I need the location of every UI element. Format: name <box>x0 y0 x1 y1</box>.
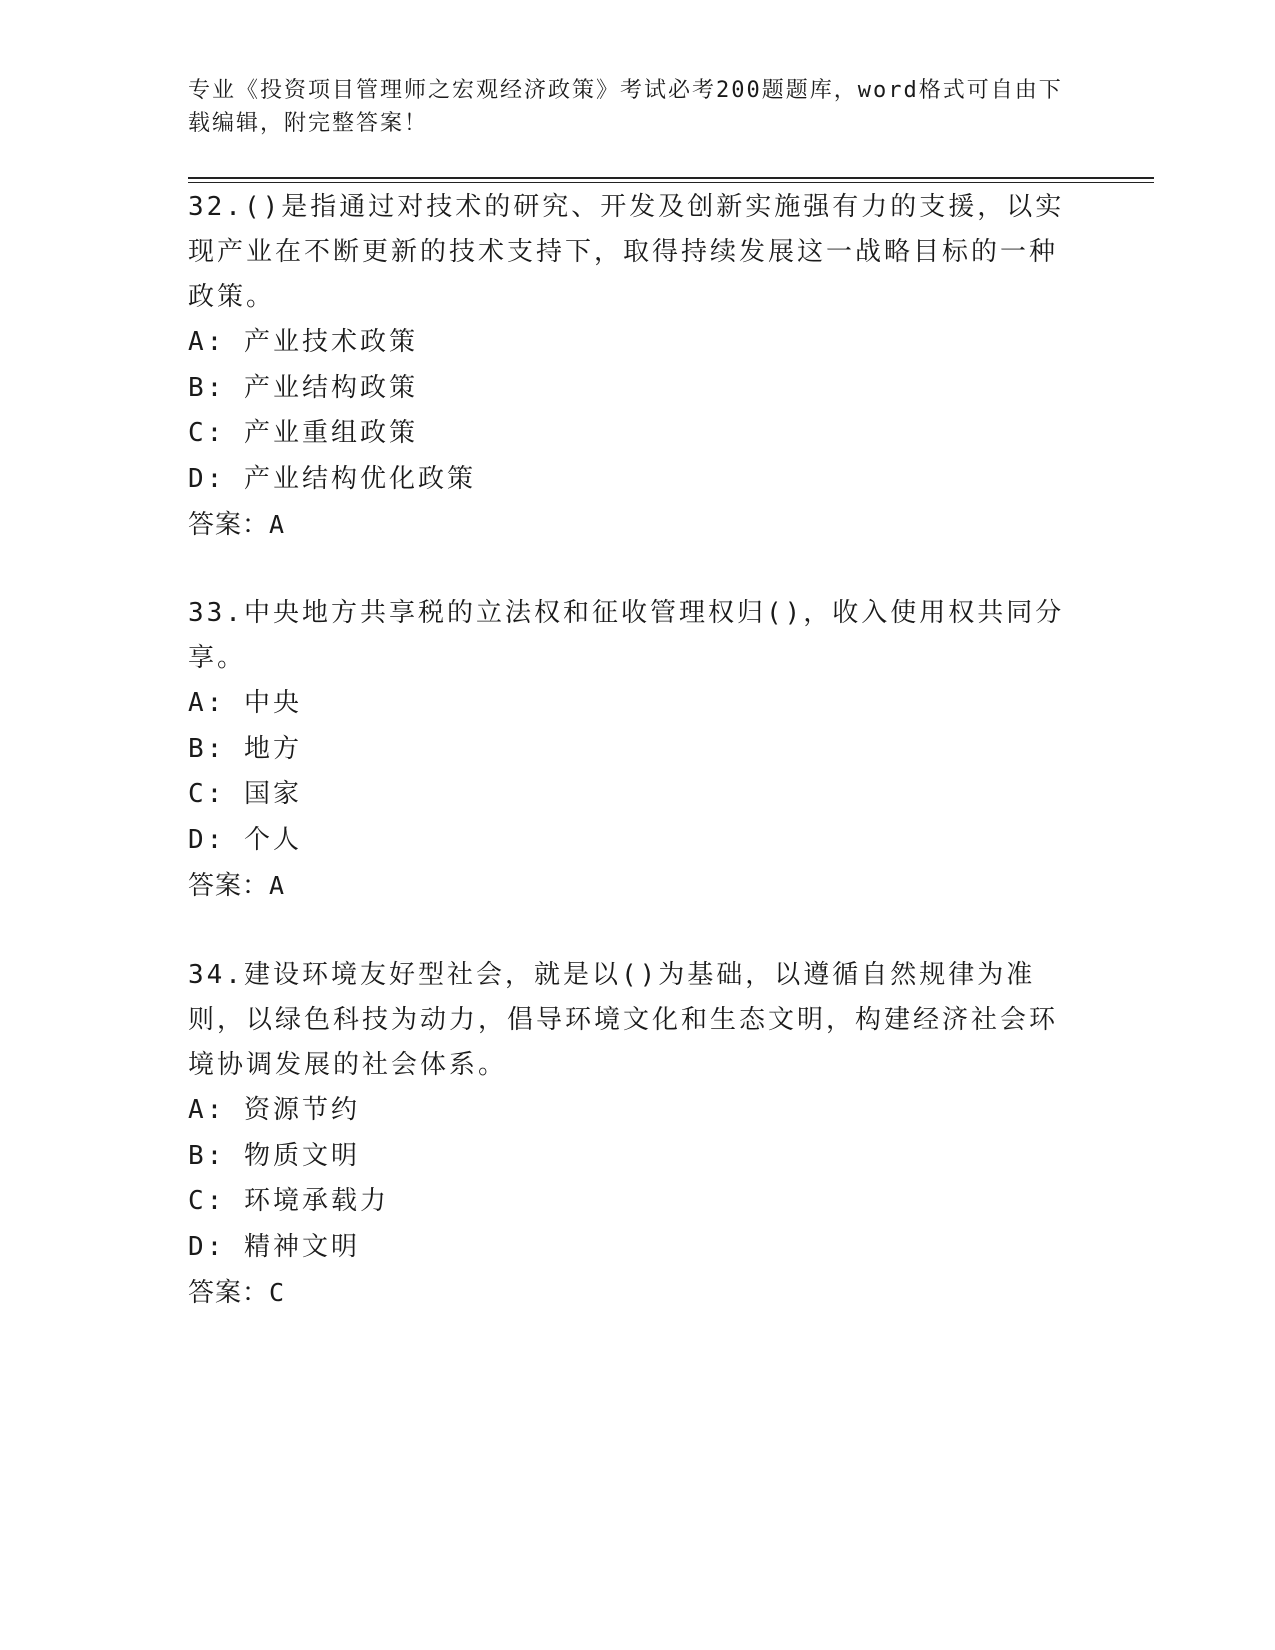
question-34 <box>188 953 1078 1316</box>
document-header: 专业《投资项目管理师之宏观经济政策》考试必考200题题库，word格式可自由下载编辑，附完整答案！ <box>188 78 1063 136</box>
option-b: B: 物质文明 <box>188 1140 360 1171</box>
header-divider-thin <box>188 182 1154 183</box>
option-c: C: 环境承载力 <box>188 1186 389 1216</box>
answer-line <box>188 1270 1078 1316</box>
option-d: D: 精神文明 <box>188 1231 360 1262</box>
answer-label: 答案： <box>188 1278 270 1308</box>
option-d: D: 个人 <box>188 824 302 855</box>
answer-label: 答案： <box>188 510 270 540</box>
question-32 <box>188 185 1078 548</box>
question-stem: 33.中央地方共享税的立法权和征收管理权归()，收入使用权共同分享。 <box>188 598 1065 673</box>
option-c: C: 产业重组政策 <box>188 418 418 448</box>
answer-label: 答案： <box>188 871 270 901</box>
option-b: B: 产业结构政策 <box>188 372 418 403</box>
answer-line <box>188 502 1078 548</box>
question-33 <box>188 591 1078 909</box>
option-a: A: 资源节约 <box>188 1095 360 1125</box>
answer-line <box>188 863 1078 909</box>
option-a: A: 中央 <box>188 688 302 718</box>
answer-value: A <box>269 871 286 900</box>
question-stem: 32.()是指通过对技术的研究、开发及创新实施强有力的支援，以实现产业在不断更新的技术支持下，取得持续发展这一战略目标的一种政策。 <box>188 192 1065 312</box>
header-divider-thick <box>188 177 1154 179</box>
option-c: C: 国家 <box>188 779 302 809</box>
answer-value: A <box>269 510 286 539</box>
option-a: A: 产业技术政策 <box>188 327 418 357</box>
question-stem: 34.建设环境友好型社会，就是以()为基础，以遵循自然规律为准则，以绿色科技为动力，倡导环境文化和生态文明，构建经济社会环境协调发展的社会体系。 <box>188 960 1059 1080</box>
option-b: B: 地方 <box>188 733 302 764</box>
option-d: D: 产业结构优化政策 <box>188 463 476 494</box>
answer-value: C <box>269 1278 286 1307</box>
